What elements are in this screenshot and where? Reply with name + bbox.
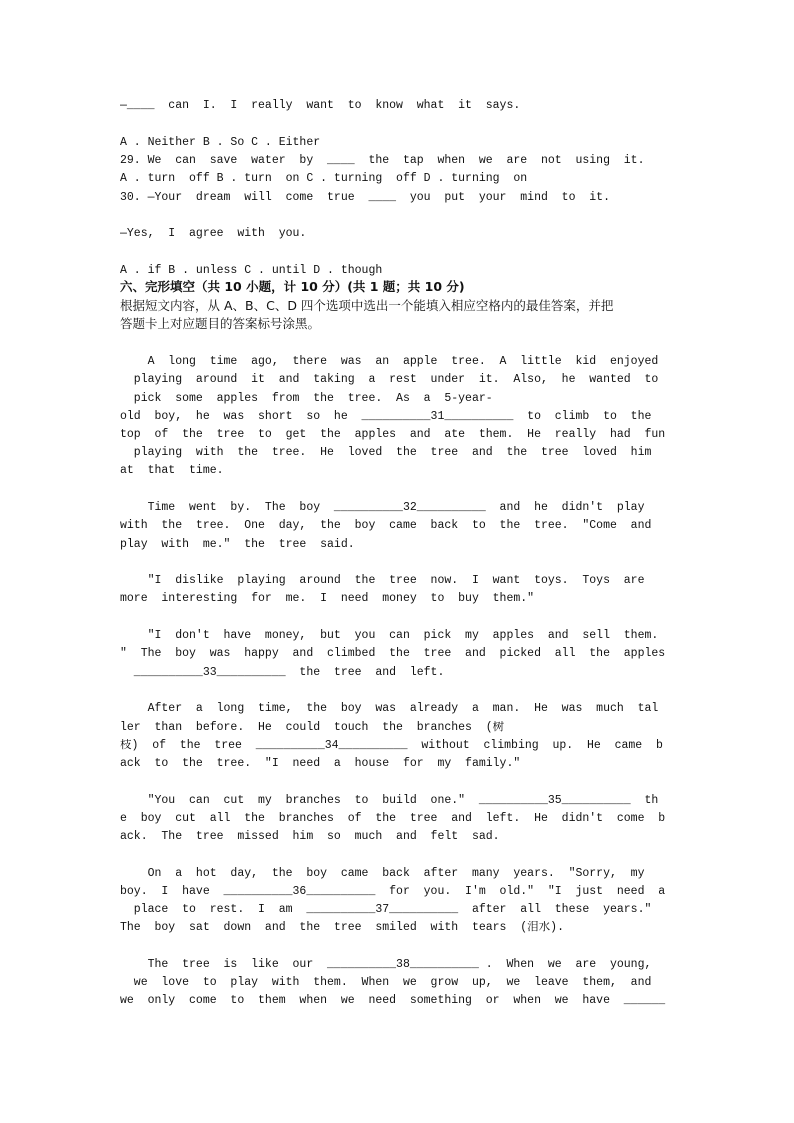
passage-line: playing around it and taking a rest under it. Also, he wanted to (120, 373, 659, 386)
q28-dialogue-line: —____ can I. I really want to know what it says. (120, 99, 521, 112)
section-heading: 六、完形填空（共 10 小题，计 10 分）(共 1 题；共 10 分) (120, 279, 465, 294)
section-instruction-line-2: 答题卡上对应题目的答案标号涂黑。 (120, 316, 321, 331)
passage-line-blank-32: Time went by. The boy __________32__________ and he didn't play (120, 501, 645, 514)
passage-line: ack. The tree missed him so much and felt sad. (120, 830, 500, 843)
passage-line: playing with the tree. He loved the tree and the tree loved him (120, 446, 652, 459)
q29-stem: 29. We can save water by ____ the tap when we are not using it. (120, 154, 645, 167)
passage-line-blank-31: old boy, he was short so he __________31__________ to climb to the (120, 410, 652, 423)
passage-line: On a hot day, the boy came back after many years. "Sorry, my (120, 867, 645, 880)
passage-line: top of the tree to get the apples and ate them. He really had fun (120, 428, 666, 441)
passage-line: play with me." the tree said. (120, 538, 355, 551)
q30-reply: —Yes, I agree with you. (120, 227, 307, 240)
passage-line: ler than before. He could touch the branches (树 (120, 721, 505, 734)
passage-line-blank-34: 枝) of the tree __________34__________ without climbing up. He came b (120, 739, 663, 752)
section-instruction-line-1: 根据短文内容，从 A、B、C、D 四个选项中选出一个能填入相应空格内的最佳答案，并把 (120, 298, 614, 313)
passage-line: The boy sat down and the tree smiled with tears (泪水). (120, 921, 564, 934)
q28-options: A . Neither B . So C . Either (120, 136, 321, 149)
passage-line-blank-35: "You can cut my branches to build one." __________35__________ th (120, 794, 659, 807)
passage-line: we love to play with them. When we grow up, we leave them, and (120, 976, 652, 989)
passage-line-blank-33: __________33__________ the tree and left. (120, 666, 445, 679)
passage-line: with the tree. One day, the boy came back to the tree. "Come and (120, 519, 652, 532)
passage-line: After a long time, the boy was already a man. He was much tal (120, 702, 659, 715)
passage-line: pick some apples from the tree. As a 5-year- (120, 392, 493, 405)
passage-line: e boy cut all the branches of the tree and left. He didn't come b (120, 812, 666, 825)
q30-stem: 30. —Your dream will come true ____ you put your mind to it. (120, 191, 610, 204)
q30-options: A . if B . unless C . until D . though (120, 264, 383, 277)
q29-options: A . turn off B . turn on C . turning off D . turning on (120, 172, 528, 185)
passage-line: "I dislike playing around the tree now. I want toys. Toys are (120, 574, 645, 587)
passage-line: at that time. (120, 464, 224, 477)
passage-line: more interesting for me. I need money to buy them." (120, 592, 535, 605)
passage-line: " The boy was happy and climbed the tree and picked all the apples (120, 647, 666, 660)
passage-line: we only come to them when we need something or when we have ______ (120, 994, 666, 1007)
passage-line-blank-38: The tree is like our __________38__________ . When we are young, (120, 958, 652, 971)
passage-line: ack to the tree. "I need a house for my family." (120, 757, 521, 770)
passage-line-blank-37: place to rest. I am __________37__________ after all these years." (120, 903, 652, 916)
passage-line-blank-36: boy. I have __________36__________ for you. I'm old." "I just need a (120, 885, 666, 898)
passage-line: "I don't have money, but you can pick my apples and sell them. (120, 629, 659, 642)
passage-line: A long time ago, there was an apple tree. A little kid enjoyed (120, 355, 659, 368)
